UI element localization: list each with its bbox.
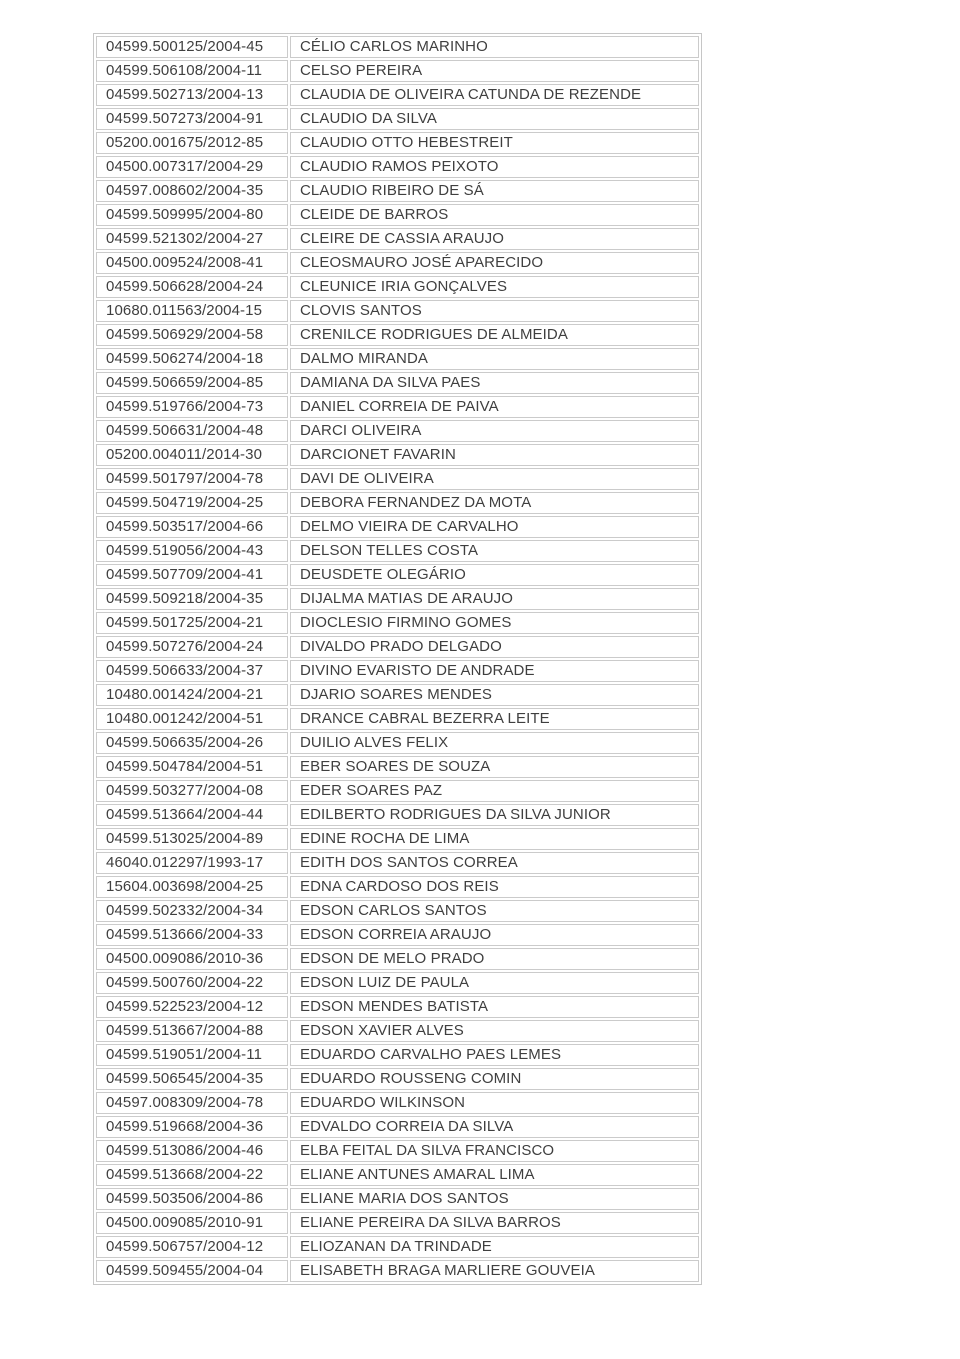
process-number-cell: 04599.501797/2004-78 [96,468,288,490]
process-number-cell: 04599.502332/2004-34 [96,900,288,922]
table-row [96,276,699,298]
table-row [96,540,699,562]
process-number-cell: 04599.504784/2004-51 [96,756,288,778]
process-number-cell: 04500.009085/2010-91 [96,1212,288,1234]
table-row [96,492,699,514]
process-number-cell: 04599.507276/2004-24 [96,636,288,658]
table-row [96,684,699,706]
process-number-cell: 04599.502713/2004-13 [96,84,288,106]
process-number-cell: 04599.506108/2004-11 [96,60,288,82]
table-row [96,180,699,202]
name-cell: EDSON LUIZ DE PAULA [290,972,699,994]
name-cell: EDSON CARLOS SANTOS [290,900,699,922]
process-number-cell: 04599.503506/2004-86 [96,1188,288,1210]
name-cell: EDSON XAVIER ALVES [290,1020,699,1042]
name-cell: CÉLIO CARLOS MARINHO [290,36,699,58]
table-row [96,660,699,682]
process-number-cell: 04599.513667/2004-88 [96,1020,288,1042]
name-cell: ELISABETH BRAGA MARLIERE GOUVEIA [290,1260,699,1282]
name-cell: EDSON DE MELO PRADO [290,948,699,970]
process-number-cell: 04599.507273/2004-91 [96,108,288,130]
name-cell: DEBORA FERNANDEZ DA MOTA [290,492,699,514]
table-row [96,84,699,106]
name-cell: EDUARDO ROUSSENG COMIN [290,1068,699,1090]
table-row [96,852,699,874]
table-row [96,1260,699,1282]
process-number-cell: 04599.506635/2004-26 [96,732,288,754]
name-cell: ELIANE ANTUNES AMARAL LIMA [290,1164,699,1186]
table-row [96,204,699,226]
table-row [96,876,699,898]
name-cell: ELIANE MARIA DOS SANTOS [290,1188,699,1210]
table-row [96,1188,699,1210]
table-row [96,948,699,970]
process-number-cell: 04599.506631/2004-48 [96,420,288,442]
name-cell: DANIEL CORREIA DE PAIVA [290,396,699,418]
process-number-cell: 04597.008602/2004-35 [96,180,288,202]
table-row [96,1236,699,1258]
table-row [96,348,699,370]
process-number-cell: 04599.509218/2004-35 [96,588,288,610]
process-number-cell: 04599.519056/2004-43 [96,540,288,562]
name-cell: EDITH DOS SANTOS CORREA [290,852,699,874]
table-row [96,756,699,778]
name-cell: EBER SOARES DE SOUZA [290,756,699,778]
records-table-body [96,36,699,1282]
name-cell: EDILBERTO RODRIGUES DA SILVA JUNIOR [290,804,699,826]
name-cell: CLEUNICE IRIA GONÇALVES [290,276,699,298]
table-row [96,780,699,802]
process-number-cell: 04599.506757/2004-12 [96,1236,288,1258]
name-cell: CLAUDIO OTTO HEBESTREIT [290,132,699,154]
process-number-cell: 04500.007317/2004-29 [96,156,288,178]
table-row [96,60,699,82]
table-row [96,900,699,922]
table-row [96,324,699,346]
name-cell: CLAUDIA DE OLIVEIRA CATUNDA DE REZENDE [290,84,699,106]
process-number-cell: 04599.506929/2004-58 [96,324,288,346]
process-number-cell: 04599.503277/2004-08 [96,780,288,802]
name-cell: CLAUDIO DA SILVA [290,108,699,130]
table-row [96,612,699,634]
name-cell: DEUSDETE OLEGÁRIO [290,564,699,586]
name-cell: DARCI OLIVEIRA [290,420,699,442]
process-number-cell: 04599.504719/2004-25 [96,492,288,514]
name-cell: ELBA FEITAL DA SILVA FRANCISCO [290,1140,699,1162]
process-number-cell: 04599.501725/2004-21 [96,612,288,634]
name-cell: EDVALDO CORREIA DA SILVA [290,1116,699,1138]
process-number-cell: 04599.507709/2004-41 [96,564,288,586]
process-number-cell: 04500.009524/2008-41 [96,252,288,274]
table-row [96,996,699,1018]
process-number-cell: 10480.001242/2004-51 [96,708,288,730]
name-cell: EDUARDO WILKINSON [290,1092,699,1114]
table-row [96,516,699,538]
name-cell: DIJALMA MATIAS DE ARAUJO [290,588,699,610]
process-number-cell: 04599.509455/2004-04 [96,1260,288,1282]
process-number-cell: 04599.506274/2004-18 [96,348,288,370]
name-cell: DUILIO ALVES FELIX [290,732,699,754]
process-number-cell: 04500.009086/2010-36 [96,948,288,970]
process-number-cell: 04599.506633/2004-37 [96,660,288,682]
table-row [96,132,699,154]
table-row [96,708,699,730]
name-cell: EDNA CARDOSO DOS REIS [290,876,699,898]
process-number-cell: 04599.519668/2004-36 [96,1116,288,1138]
name-cell: DALMO MIRANDA [290,348,699,370]
process-number-cell: 04597.008309/2004-78 [96,1092,288,1114]
table-row [96,108,699,130]
table-row [96,732,699,754]
table-row [96,468,699,490]
table-row [96,1164,699,1186]
table-row [96,588,699,610]
table-row [96,372,699,394]
name-cell: EDINE ROCHA DE LIMA [290,828,699,850]
name-cell: CLEOSMAURO JOSÉ APARECIDO [290,252,699,274]
table-row [96,36,699,58]
name-cell: DARCIONET FAVARIN [290,444,699,466]
table-row [96,228,699,250]
name-cell: EDSON MENDES BATISTA [290,996,699,1018]
name-cell: EDUARDO CARVALHO PAES LEMES [290,1044,699,1066]
process-number-cell: 04599.500125/2004-45 [96,36,288,58]
process-number-cell: 04599.519766/2004-73 [96,396,288,418]
name-cell: CLOVIS SANTOS [290,300,699,322]
table-row [96,252,699,274]
process-number-cell: 04599.503517/2004-66 [96,516,288,538]
process-number-cell: 04599.522523/2004-12 [96,996,288,1018]
table-row [96,564,699,586]
name-cell: ELIANE PEREIRA DA SILVA BARROS [290,1212,699,1234]
process-number-cell: 04599.513668/2004-22 [96,1164,288,1186]
table-row [96,1044,699,1066]
name-cell: DAMIANA DA SILVA PAES [290,372,699,394]
process-number-cell: 04599.521302/2004-27 [96,228,288,250]
process-number-cell: 10680.011563/2004-15 [96,300,288,322]
table-row [96,300,699,322]
name-cell: CLEIRE DE CASSIA ARAUJO [290,228,699,250]
process-number-cell: 04599.506545/2004-35 [96,1068,288,1090]
name-cell: EDSON CORREIA ARAUJO [290,924,699,946]
name-cell: CLAUDIO RIBEIRO DE SÁ [290,180,699,202]
process-number-cell: 04599.506659/2004-85 [96,372,288,394]
name-cell: DRANCE CABRAL BEZERRA LEITE [290,708,699,730]
table-row [96,444,699,466]
table-row [96,972,699,994]
name-cell: CLEIDE DE BARROS [290,204,699,226]
table-row [96,828,699,850]
process-number-cell: 04599.506628/2004-24 [96,276,288,298]
table-row [96,1020,699,1042]
process-number-cell: 04599.513666/2004-33 [96,924,288,946]
process-number-cell: 04599.509995/2004-80 [96,204,288,226]
process-number-cell: 46040.012297/1993-17 [96,852,288,874]
name-cell: DJARIO SOARES MENDES [290,684,699,706]
process-number-cell: 05200.004011/2014-30 [96,444,288,466]
process-number-cell: 15604.003698/2004-25 [96,876,288,898]
name-cell: CRENILCE RODRIGUES DE ALMEIDA [290,324,699,346]
name-cell: DIVALDO PRADO DELGADO [290,636,699,658]
table-row [96,804,699,826]
process-number-cell: 05200.001675/2012-85 [96,132,288,154]
table-row [96,924,699,946]
name-cell: DELMO VIEIRA DE CARVALHO [290,516,699,538]
table-row [96,1140,699,1162]
name-cell: ELIOZANAN DA TRINDADE [290,1236,699,1258]
table-row [96,156,699,178]
process-number-cell: 04599.519051/2004-11 [96,1044,288,1066]
records-table [93,33,702,1285]
process-number-cell: 04599.500760/2004-22 [96,972,288,994]
name-cell: DAVI DE OLIVEIRA [290,468,699,490]
table-row [96,420,699,442]
table-row [96,396,699,418]
process-number-cell: 04599.513025/2004-89 [96,828,288,850]
table-row [96,1068,699,1090]
table-row [96,1212,699,1234]
process-number-cell: 04599.513086/2004-46 [96,1140,288,1162]
name-cell: DIOCLESIO FIRMINO GOMES [290,612,699,634]
table-row [96,1092,699,1114]
records-table-container [93,33,702,1285]
table-row [96,1116,699,1138]
process-number-cell: 04599.513664/2004-44 [96,804,288,826]
process-number-cell: 10480.001424/2004-21 [96,684,288,706]
table-row [96,636,699,658]
name-cell: DIVINO EVARISTO DE ANDRADE [290,660,699,682]
name-cell: DELSON TELLES COSTA [290,540,699,562]
name-cell: EDER SOARES PAZ [290,780,699,802]
name-cell: CELSO PEREIRA [290,60,699,82]
name-cell: CLAUDIO RAMOS PEIXOTO [290,156,699,178]
